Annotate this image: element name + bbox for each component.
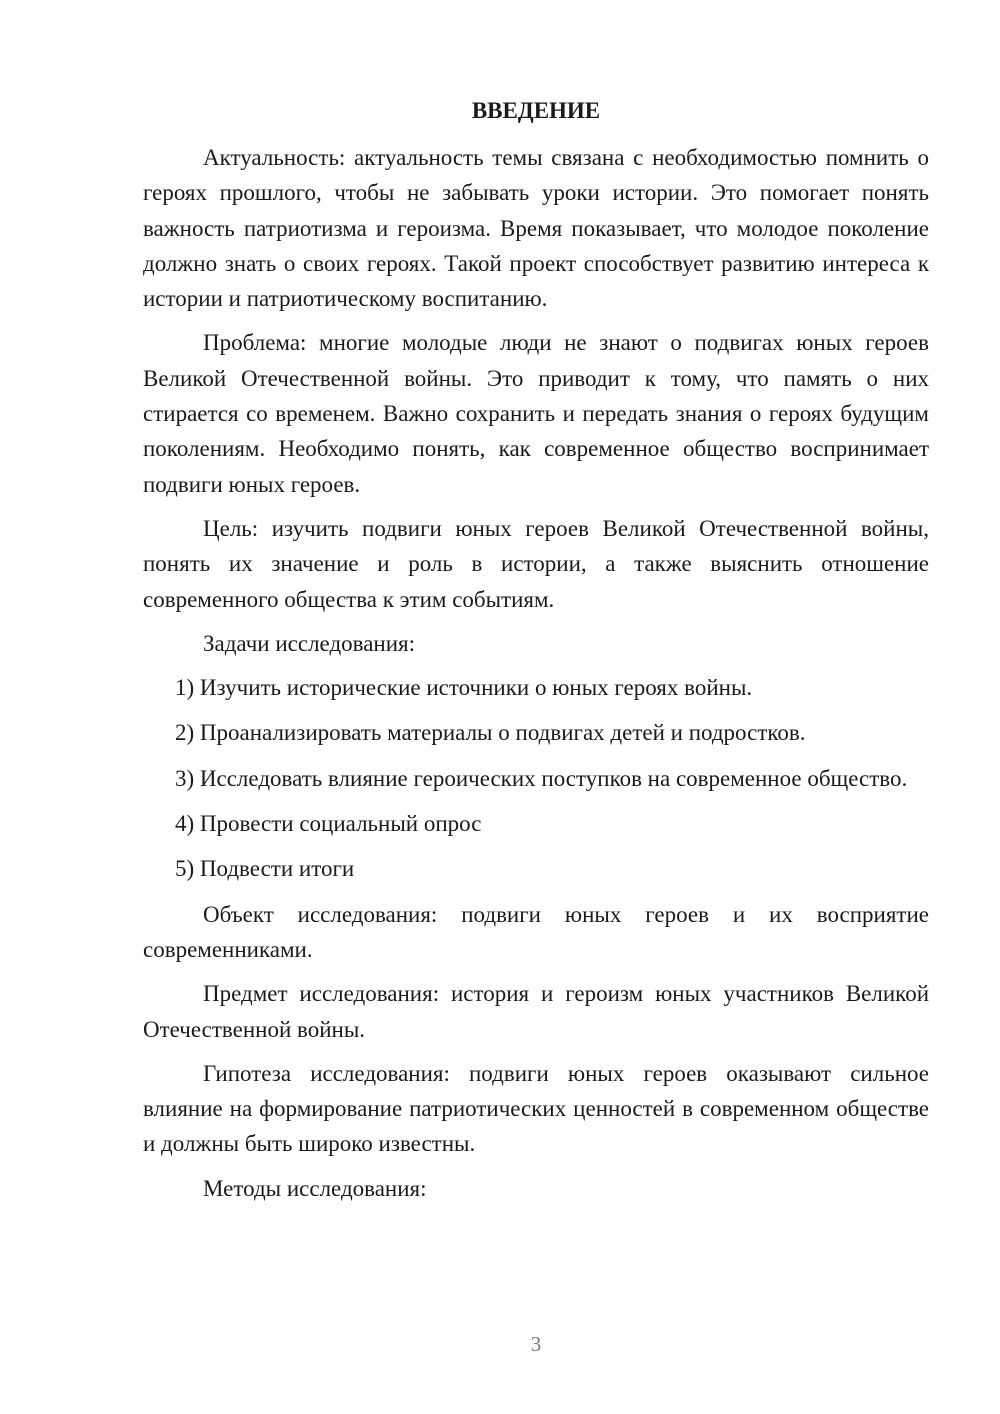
task-item-4: 4) Провести социальный опрос xyxy=(175,811,482,837)
task-item-3: 3) Исследовать влияние героических поступков на современное общество. xyxy=(175,765,908,791)
hypothesis-paragraph: Гипотеза исследования: подвиги юных героев оказывают сильное влияние на формирование патриотических ценностей в современном обществе и должны быть широко известны. xyxy=(143,1060,929,1157)
object-paragraph: Объект исследования: подвиги юных героев и их восприятие современниками. xyxy=(143,901,929,962)
task-item-1: 1) Изучить исторические источники о юных героях войны. xyxy=(175,675,753,701)
subject-paragraph: Предмет исследования: история и героизм юных участников Великой Отечественной войны. xyxy=(143,981,929,1042)
section-heading: ВВЕДЕНИЕ xyxy=(471,98,601,123)
task-item-5: 5) Подвести итоги xyxy=(175,856,355,882)
page-number: 3 xyxy=(530,1332,542,1356)
task-item-2: 2) Проанализировать материалы о подвигах детей и подростков. xyxy=(175,720,806,746)
goal-paragraph: Цель: изучить подвиги юных героев Великой Отечественной войны, понять их значение и роль в истории, а также выяснить отношение современного общества к этим событиям. xyxy=(143,515,929,612)
page-content xyxy=(143,93,929,1215)
problem-paragraph: Проблема: многие молодые люди не знают о подвигах юных героев Великой Отечественной войны. Это приводит к тому, что память о них стирается со временем. Важно сохранить и передать знания о героях будущим поколениям. Необходимо понять, как современное общество воспринимает подвиги юных героев. xyxy=(143,330,929,497)
methods-title: Методы исследования: xyxy=(203,1175,427,1201)
tasks-title: Задачи исследования: xyxy=(203,630,416,656)
relevance-paragraph: Актуальность: актуальность темы связана с необходимостью помнить о героях прошлого, чтобы не забывать уроки истории. Это помогает понять важность патриотизма и героизма. Время показывает, что молодое поколение должно знать о своих героях. Такой проект способствует развитию интереса к истории и патриотическому воспитанию. xyxy=(143,145,929,312)
